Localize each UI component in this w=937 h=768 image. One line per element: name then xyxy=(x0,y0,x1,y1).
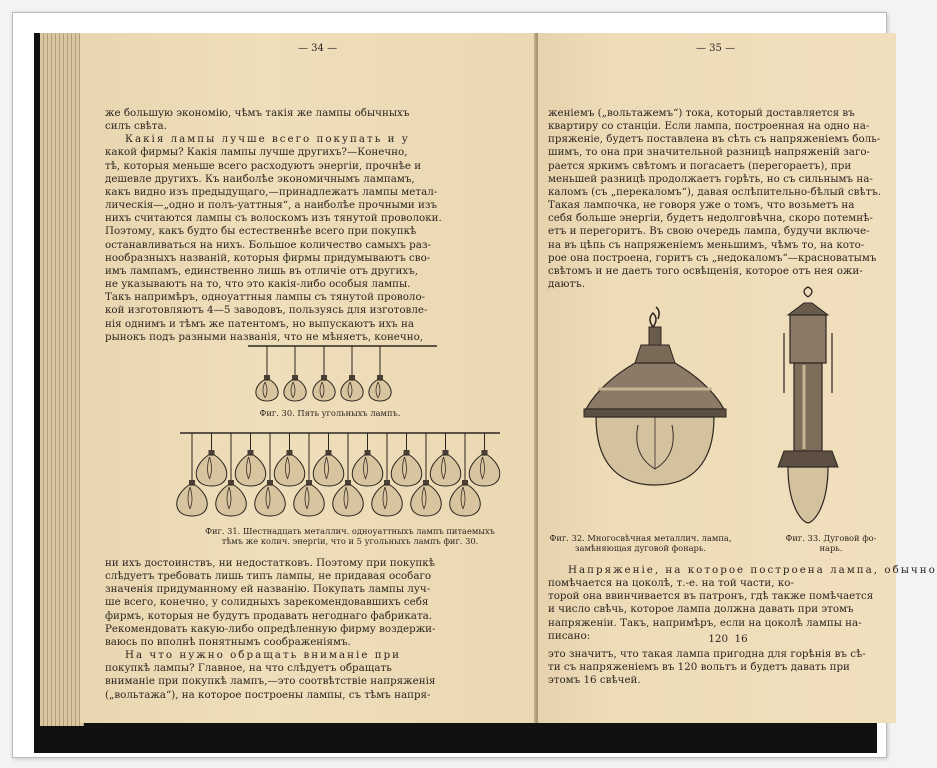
text-line: Какія лампы лучше всего покупать и у xyxy=(125,133,410,146)
text-line: („вольтажа“), на которое построены лампы, съ тѣмъ напря- xyxy=(105,688,431,701)
text-line: писано: xyxy=(548,629,591,642)
text-line: ти съ напряженіемъ въ 120 вольтъ и будетъ давать при xyxy=(548,661,850,674)
text-line: этомъ 16 свѣчей. xyxy=(548,674,641,687)
page-number-34: — 34 — xyxy=(298,43,338,54)
text-line: Рекомендовать какую-либо опредѣленную фирму воздержи- xyxy=(105,622,436,635)
text-line: Напряженіе, на которое построена лампа, обычно xyxy=(568,564,937,576)
bulb-icon xyxy=(469,433,499,486)
text-line: силъ свѣта. xyxy=(105,120,167,133)
text-line: имъ лампамъ, единственно лишь въ отличіе отъ другихъ, xyxy=(105,264,419,277)
text-line: торой она ввинчивается въ патронъ, гдѣ также помѣчается xyxy=(548,590,874,603)
left-bottom-text xyxy=(105,557,525,702)
text-line: рается яркимъ свѣтомъ и погасаетъ (перегораетъ), при xyxy=(548,159,852,172)
text-line: рынокъ подъ разными названія, что не мѣняетъ, конечно, xyxy=(105,330,424,343)
text-line: какой фирмы? Какія лампы лучше другихъ?—Конечно, xyxy=(105,146,408,159)
text-line: вниманіе при покупкѣ лампъ,—это соотвѣтствіе напряженія xyxy=(105,675,436,688)
text-line: это значитъ, что такая лампа пригодна для горѣнія въ сѣ- xyxy=(548,648,866,660)
fig32-caption-line2: замѣняющая дуговой фонарь. xyxy=(574,543,707,553)
bulb-icon xyxy=(313,346,335,401)
fig33-caption-line2: нарь. xyxy=(819,543,843,553)
socket-marking: 120 16 xyxy=(708,633,748,645)
text-line: дешевле другихъ. Къ наиболѣе экономичнымъ лампамъ, xyxy=(105,172,415,185)
text-line: шимъ, то она при значительной разницѣ напряженій заго- xyxy=(548,146,871,159)
right-end-text xyxy=(548,648,893,687)
open-book xyxy=(40,33,937,726)
bulb-icon xyxy=(369,346,391,401)
text-line: женіемъ („вольтажемъ“) тока, который доставляется въ xyxy=(548,107,855,119)
text-line: пряженіе, будетъ поставлена въ сѣть съ напряженіемъ боль- xyxy=(548,133,881,146)
text-line: кой изготовляютъ 4—5 заводовъ, пользуясь для изготовле- xyxy=(105,304,428,317)
fig30-caption: Фиг. 30. Пять угольныхъ лампъ. xyxy=(259,408,401,418)
left-page xyxy=(80,33,536,723)
text-line: фирмъ, которыя не будутъ продавать негоднаго фабриката. xyxy=(105,609,433,622)
text-line: ваюсь по вполнѣ понятнымъ соображеніямъ. xyxy=(105,635,351,648)
bulb-icon xyxy=(430,433,460,486)
right-page xyxy=(538,33,937,723)
text-line: покупкѣ лампы? Главное, на что слѣдуетъ обращать xyxy=(105,662,392,675)
text-line: На что нужно обращать вниманіе при xyxy=(125,649,402,662)
text-line: Такъ напримѣръ, одноуаттныя лампы съ тянутой проволо- xyxy=(105,291,426,304)
text-line: квартиру со станціи. Если лампа, построенная на одно на- xyxy=(548,120,870,133)
fig31-caption-line1: Фиг. 31. Шестнадцать металлич. одноуаттныхъ лампъ питаемыхъ xyxy=(205,526,495,536)
text-line: помѣчается на цоколѣ, т.-е. на той части, ко- xyxy=(548,577,794,590)
bulb-icon xyxy=(352,433,382,486)
text-line: нихъ считаются лампы съ волоскомъ изъ тянутой проволоки. xyxy=(105,212,442,225)
text-line: ни ихъ достоинствъ, ни недостатковъ. Поэтому при покупкѣ xyxy=(105,557,435,569)
text-line: Поэтому, какъ будто бы естественнѣе всего при покупкѣ xyxy=(105,225,417,238)
text-line: лическія—„одно и полъ-уаттныя“, а наиболѣе прочными изъ xyxy=(105,199,438,212)
text-line: Такая лампочка, не говоря уже о томъ, что возьметъ на xyxy=(548,199,855,212)
lantern-icon xyxy=(584,307,726,485)
bulb-icon xyxy=(196,433,226,486)
text-line: и число свѣчь, которое лампа должна давать при этомъ xyxy=(548,603,854,616)
fig33-caption-line1: Фиг. 33. Дуговой фо- xyxy=(785,533,877,543)
text-line: даютъ. xyxy=(548,278,585,291)
text-line: свѣтомъ и не даетъ того освѣщенія, которое отъ нея ожи- xyxy=(548,264,863,277)
bulb-icon xyxy=(391,433,421,486)
text-line: нообразныхъ названій, которыя фирмы придумываютъ сво- xyxy=(105,251,431,264)
fig31-caption-line2: тѣмъ же колич. энергіи, что и 5 угольныхъ лампъ фиг. 30. xyxy=(221,536,479,546)
text-line: рое она построена, горитъ съ „недокаломъ“—красноватымъ xyxy=(548,251,877,264)
page-number-35: — 35 — xyxy=(696,43,736,54)
fig32-caption-line1: Фиг. 32. Многосвѣчная металлич. лампа, xyxy=(549,533,732,543)
bulb-icon xyxy=(235,433,265,486)
text-line: етъ и перегоритъ. Въ свою очередь лампа, будучи включе- xyxy=(548,225,870,238)
text-line: ше всего, конечно, у солидныхъ зарекомендовавшихъ себя xyxy=(105,596,429,609)
right-bottom-text xyxy=(548,564,937,643)
text-line: значенія придуманному ей названію. Покупать лампы луч- xyxy=(105,583,431,596)
bulb-icon xyxy=(256,346,278,401)
text-line: какъ видно изъ предыдущаго,—принадлежатъ лампы метал- xyxy=(105,185,438,198)
bulb-icon xyxy=(274,433,304,486)
bulb-icon xyxy=(313,433,343,486)
text-line: на въ цѣпь съ напряженіемъ меньшимъ, чѣмъ то, на кото- xyxy=(548,238,865,251)
text-line: тѣ, которыя меньше всего расходуютъ энергіи, прочнѣе и xyxy=(105,159,422,172)
bulb-icon xyxy=(341,346,363,401)
text-line: нія однимъ и тѣмъ же патентомъ, но выпускаютъ ихъ на xyxy=(105,317,414,330)
bulb-icon xyxy=(284,346,306,401)
text-line: меньшей разницѣ продолжаетъ горѣть, но съ сильнымъ на- xyxy=(548,172,873,185)
arc-lamp-icon xyxy=(778,287,838,523)
text-line: каломъ (съ „перекаломъ“), давая ослѣпительно-бѣлый свѣтъ. xyxy=(548,185,882,198)
text-line: слѣдуетъ требовать лишь типъ лампы, не придавая особаго xyxy=(105,570,432,583)
page-edges xyxy=(40,33,84,726)
text-line: же большую экономію, чѣмъ такія же лампы обычныхъ xyxy=(105,107,410,119)
text-line: останавливаться на нихъ. Большое количество самыхъ раз- xyxy=(105,238,431,251)
text-line: себя больше энергіи, будетъ недолговѣчна, скоро потемнѣ- xyxy=(548,212,873,225)
text-line: напряженіи. Такъ, напримѣръ, если на цоколѣ лампы на- xyxy=(548,616,862,629)
text-line: не указываютъ на то, что это какія-либо особыя лампы. xyxy=(105,278,411,291)
